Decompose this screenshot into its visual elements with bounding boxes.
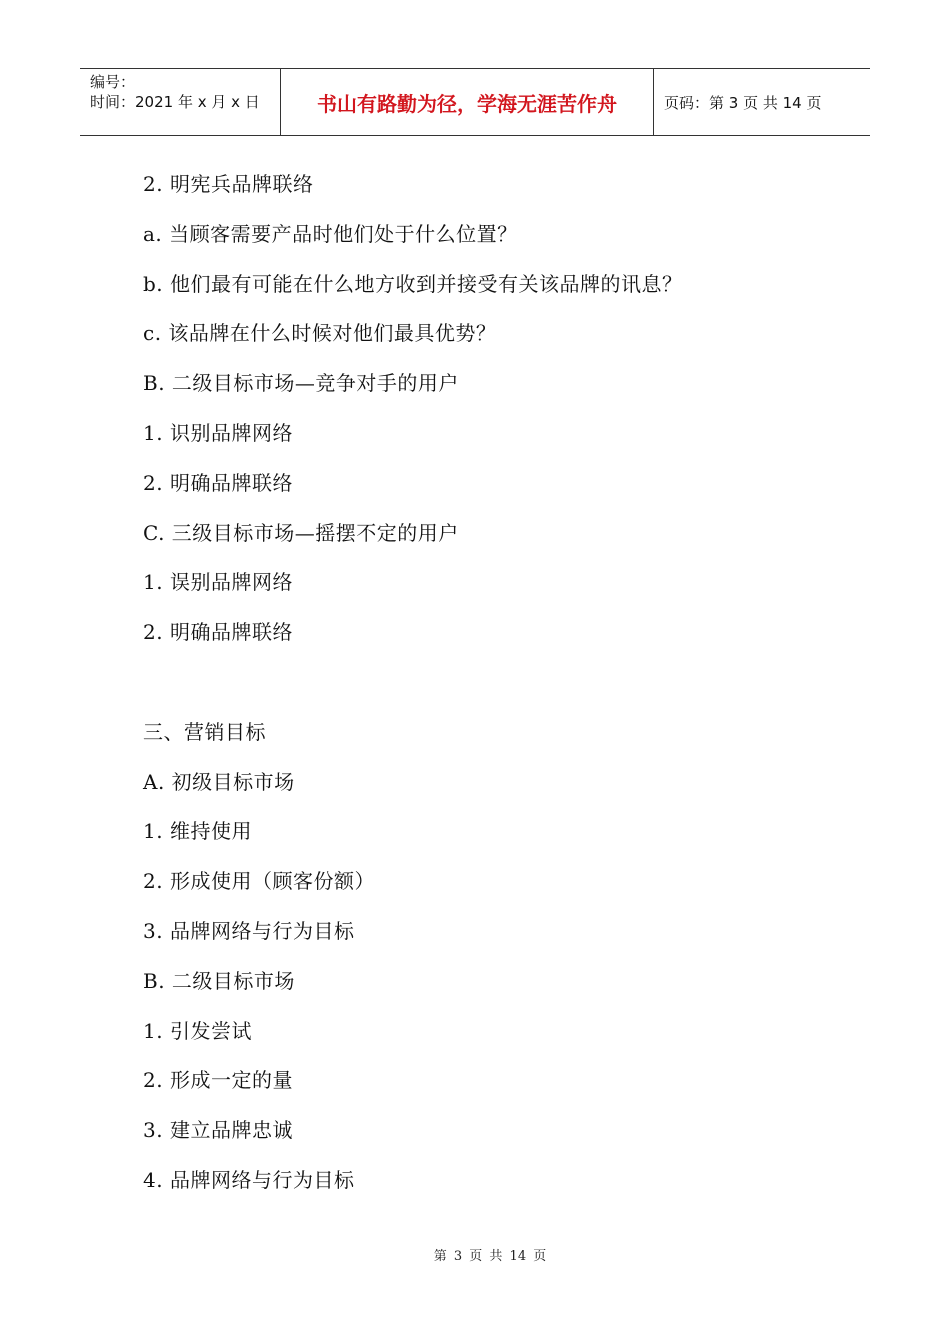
- body-line: 1. 识别品牌网络: [143, 420, 293, 445]
- body-line: B. 二级目标市场: [143, 968, 295, 993]
- page-header: [80, 68, 870, 136]
- body-line: 1. 维持使用: [143, 819, 252, 844]
- body-line: 2. 明宪兵品牌联络: [143, 172, 314, 196]
- body-line: 2. 形成使用（顾客份额）: [143, 869, 375, 894]
- body-line: 2. 明确品牌联络: [143, 470, 293, 495]
- body-line: 3. 品牌网络与行为目标: [143, 918, 355, 943]
- body-line: 1. 引发尝试: [143, 1018, 252, 1043]
- body-line: a. 当顾客需要产品时他们处于什么位置？: [143, 221, 518, 246]
- body-line: 2. 形成一定的量: [143, 1068, 293, 1093]
- body-line: 3. 建立品牌忠诚: [143, 1118, 293, 1143]
- body-line: 4. 品牌网络与行为目标: [143, 1167, 355, 1192]
- header-page-info: 页码：第 3 页 共 14 页: [664, 93, 822, 112]
- document-date: 时间：2021 年 x 月 x 日: [90, 93, 260, 111]
- body-line: B. 二级目标市场—竞争对手的用户: [143, 371, 459, 396]
- body-line: b. 他们最有可能在什么地方收到并接受有关该品牌的讯息？: [143, 271, 683, 296]
- header-meta: [80, 69, 281, 135]
- document-number-label: 编号：: [90, 73, 136, 91]
- body-line: 1. 误别品牌网络: [143, 570, 293, 595]
- page-footer: 第 3 页 共 14 页: [433, 1249, 547, 1264]
- document-body: [143, 166, 843, 1212]
- header-motto: 书山有路勤为径，学海无涯苦作舟: [281, 69, 654, 135]
- body-line: A. 初级目标市场: [143, 769, 295, 794]
- body-line: C. 三级目标市场—摇摆不定的用户: [143, 520, 459, 545]
- body-line: 2. 明确品牌联络: [143, 620, 293, 645]
- paragraph-gap: [143, 664, 843, 714]
- section-heading: 三、营销目标: [143, 719, 266, 744]
- body-line: c. 该品牌在什么时候对他们最具优势？: [143, 321, 497, 346]
